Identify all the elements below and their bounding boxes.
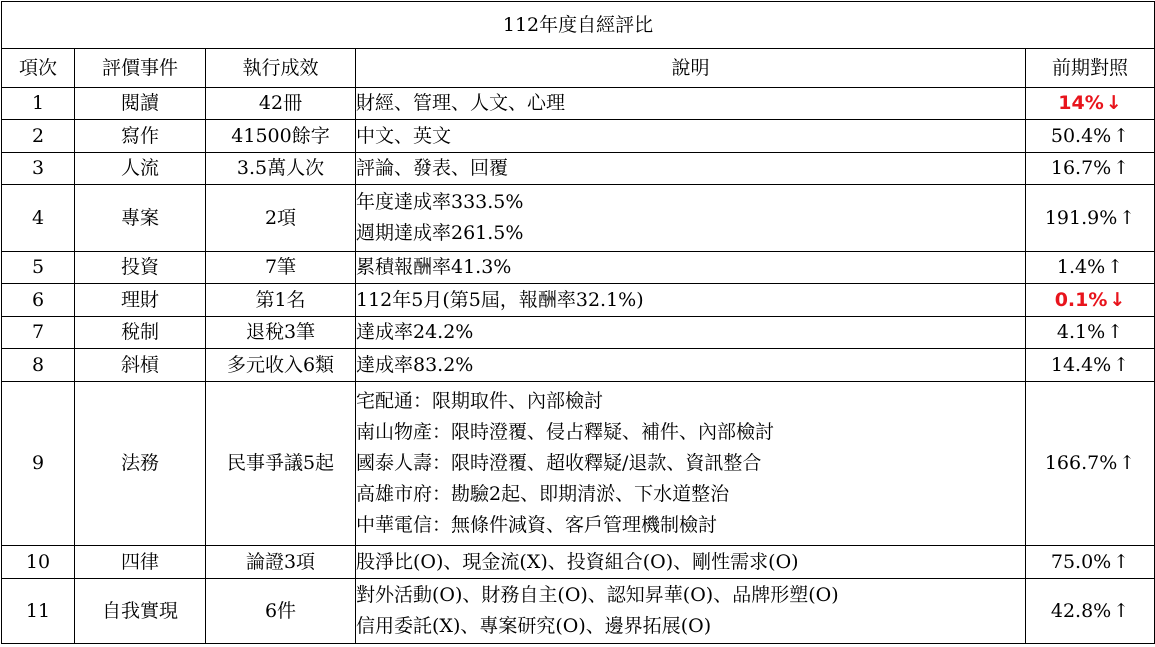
arrow-up-icon: ↑	[1119, 206, 1136, 229]
cell-event[interactable]: 理財	[75, 284, 206, 317]
description-line: 達成率24.2%	[356, 321, 474, 343]
description-line: 累積報酬率41.3%	[356, 256, 512, 278]
cell-event[interactable]: 斜槓	[75, 349, 206, 382]
arrow-up-icon: ↑	[1113, 124, 1130, 147]
cell-no[interactable]: 1	[2, 88, 75, 120]
previous-value: 50.4%	[1050, 124, 1112, 147]
table-row	[2, 153, 1155, 185]
cell-previous[interactable]	[1026, 88, 1155, 120]
cell-previous[interactable]	[1026, 252, 1155, 284]
previous-value: 191.9%	[1044, 206, 1118, 229]
cell-description[interactable]	[356, 579, 1026, 644]
description-line: 股淨比(O)、現金流(X)、投資組合(O)、剛性需求(O)	[356, 550, 799, 573]
table-body	[2, 88, 1155, 644]
cell-no[interactable]: 11	[2, 579, 75, 644]
cell-previous[interactable]	[1026, 349, 1155, 382]
cell-event[interactable]: 稅制	[75, 317, 206, 349]
previous-value: 14.4%	[1050, 353, 1112, 376]
cell-previous[interactable]	[1026, 153, 1155, 185]
cell-result[interactable]: 第1名	[206, 284, 356, 317]
table-title[interactable]: 112年度自經評比	[2, 2, 1155, 49]
cell-result[interactable]: 42冊	[206, 88, 356, 120]
cell-description[interactable]	[356, 284, 1026, 317]
description-line: 週期達成率261.5%	[356, 222, 524, 244]
description-line: 高雄市府：勘驗2起、即期清淤、下水道整治	[356, 483, 730, 505]
table-row	[2, 349, 1155, 382]
cell-previous[interactable]	[1026, 284, 1155, 317]
cell-previous[interactable]	[1026, 120, 1155, 153]
previous-value: 1.4%	[1056, 256, 1106, 278]
description-line: 評論、發表、回覆	[356, 157, 509, 179]
previous-value: 0.1%	[1054, 288, 1108, 311]
previous-value: 42.8%	[1050, 599, 1112, 622]
cell-description[interactable]	[356, 153, 1026, 185]
cell-event[interactable]: 自我實現	[75, 579, 206, 644]
arrow-down-icon: ↓	[1105, 92, 1122, 114]
cell-description[interactable]	[356, 317, 1026, 349]
previous-value: 16.7%	[1050, 157, 1112, 179]
description-line: 國泰人壽：限時澄覆、超收釋疑/退款、資訊整合	[356, 452, 762, 474]
description-line: 信用委託(X)、專案研究(O)、邊界拓展(O)	[356, 615, 712, 637]
cell-description[interactable]	[356, 88, 1026, 120]
cell-no[interactable]: 6	[2, 284, 75, 317]
description-line: 對外活動(O)、財務自主(O)、認知昇華(O)、品牌形塑(O)	[356, 584, 839, 606]
cell-result[interactable]: 6件	[206, 579, 356, 644]
arrow-up-icon: ↑	[1113, 550, 1130, 573]
description-line: 南山物產：限時澄覆、侵占釋疑、補件、內部檢討	[356, 421, 775, 443]
header-previous[interactable]: 前期對照	[1026, 49, 1155, 88]
cell-no[interactable]: 10	[2, 546, 75, 579]
table-row	[2, 579, 1155, 644]
cell-event[interactable]: 寫作	[75, 120, 206, 153]
arrow-down-icon: ↓	[1109, 288, 1126, 311]
cell-event[interactable]: 投資	[75, 252, 206, 284]
cell-event[interactable]: 專案	[75, 185, 206, 252]
evaluation-table	[1, 1, 1155, 644]
table-row	[2, 317, 1155, 349]
description-line: 年度達成率333.5%	[356, 191, 524, 213]
cell-result[interactable]: 3.5萬人次	[206, 153, 356, 185]
header-event[interactable]: 評價事件	[75, 49, 206, 88]
table-row	[2, 382, 1155, 546]
table-row	[2, 284, 1155, 317]
cell-event[interactable]: 四律	[75, 546, 206, 579]
cell-result[interactable]: 多元收入6類	[206, 349, 356, 382]
cell-description[interactable]	[356, 185, 1026, 252]
cell-description[interactable]	[356, 382, 1026, 546]
cell-description[interactable]	[356, 252, 1026, 284]
cell-no[interactable]: 3	[2, 153, 75, 185]
header-row	[2, 49, 1155, 88]
cell-previous[interactable]	[1026, 546, 1155, 579]
table-row	[2, 252, 1155, 284]
cell-no[interactable]: 5	[2, 252, 75, 284]
table-row	[2, 88, 1155, 120]
cell-previous[interactable]	[1026, 382, 1155, 546]
cell-no[interactable]: 8	[2, 349, 75, 382]
cell-event[interactable]: 法務	[75, 382, 206, 546]
arrow-up-icon: ↑	[1119, 452, 1136, 474]
description-line: 中文、英文	[356, 124, 452, 147]
header-description[interactable]: 說明	[356, 49, 1026, 88]
header-result[interactable]: 執行成效	[206, 49, 356, 88]
cell-result[interactable]: 7筆	[206, 252, 356, 284]
arrow-up-icon: ↑	[1113, 599, 1130, 622]
arrow-up-icon: ↑	[1107, 256, 1124, 278]
table-row	[2, 185, 1155, 252]
cell-no[interactable]: 9	[2, 382, 75, 546]
description-line: 財經、管理、人文、心理	[356, 92, 566, 114]
description-line: 中華電信：無條件減資、客戶管理機制檢討	[356, 514, 718, 536]
cell-no[interactable]: 7	[2, 317, 75, 349]
table-row	[2, 546, 1155, 579]
description-line: 宅配通：限期取件、內部檢討	[356, 390, 604, 412]
cell-no[interactable]: 2	[2, 120, 75, 153]
arrow-up-icon: ↑	[1113, 353, 1130, 376]
cell-event[interactable]: 人流	[75, 153, 206, 185]
cell-result[interactable]: 論證3項	[206, 546, 356, 579]
cell-description[interactable]	[356, 349, 1026, 382]
header-no[interactable]: 項次	[2, 49, 75, 88]
previous-value: 14%	[1058, 92, 1104, 114]
cell-result[interactable]: 2項	[206, 185, 356, 252]
cell-result[interactable]: 民事爭議5起	[206, 382, 356, 546]
previous-value: 4.1%	[1056, 321, 1106, 343]
arrow-up-icon: ↑	[1113, 157, 1130, 179]
cell-no[interactable]: 4	[2, 185, 75, 252]
cell-event[interactable]: 閱讀	[75, 88, 206, 120]
cell-result[interactable]: 退稅3筆	[206, 317, 356, 349]
cell-description[interactable]	[356, 120, 1026, 153]
cell-result[interactable]: 41500餘字	[206, 120, 356, 153]
cell-previous[interactable]	[1026, 185, 1155, 252]
cell-previous[interactable]	[1026, 579, 1155, 644]
previous-value: 166.7%	[1044, 452, 1118, 474]
arrow-up-icon: ↑	[1107, 321, 1124, 343]
cell-previous[interactable]	[1026, 317, 1155, 349]
table-row	[2, 120, 1155, 153]
description-line: 達成率83.2%	[356, 353, 474, 376]
cell-description[interactable]	[356, 546, 1026, 579]
description-line: 112年5月(第5屆，報酬率32.1%)	[356, 288, 644, 311]
previous-value: 75.0%	[1050, 550, 1112, 573]
